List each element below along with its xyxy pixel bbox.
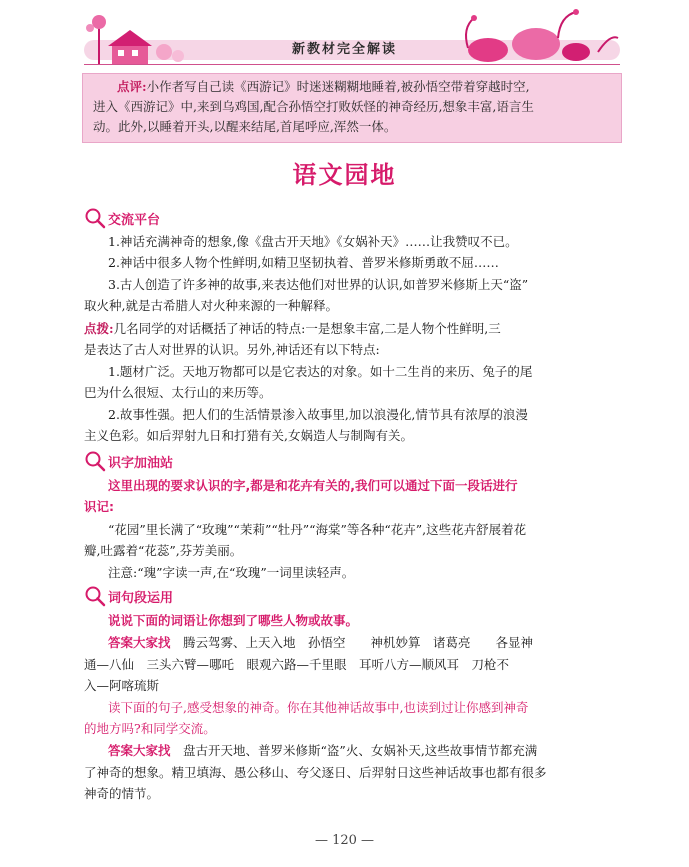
dianbo-line-1: 点拨:几名同学的对话概括了神话的特点:一是想象丰富,二是人物个性鲜明,三: [84, 321, 501, 336]
magnifier-icon: [84, 450, 106, 472]
comment-line-3: 动。此外,以睡着开头,以醒来结尾,首尾呼应,浑然一体。: [93, 119, 397, 134]
ciju-question-2a: 读下面的句子,感受想象的神奇。你在其他神话故事中,也读到过让你感到神奇: [108, 700, 529, 715]
feature-2a: 2.故事性强。把人们的生活情景渗入故事里,加以浪漫化,情节具有浓厚的浪漫: [108, 407, 528, 422]
comment-line-2: 进入《西游记》中,来到乌鸡国,配合孙悟空打败妖怪的神奇经历,想象丰富,语言生: [93, 99, 534, 114]
jiaoliu-line-2: 2.神话中很多人物个性鲜明,如精卫坚韧执着、普罗米修斯勇敢不屈……: [108, 255, 499, 270]
answer-label: 答案大家找: [108, 635, 171, 650]
header-rule: [84, 64, 620, 65]
feature-1b: 巴为什么很短、太行山的来历等。: [84, 385, 272, 400]
shizi-note: 注意:“瑰”字读一声,在“玫瑰”一词里读轻声。: [108, 565, 355, 580]
shizi-question-1: 这里出现的要求认识的字,都是和花卉有关的,我们可以通过下面一段话进行: [108, 478, 518, 493]
feature-1a: 1.题材广泛。天地万物都可以是它表达的对象。如十二生肖的来历、兔子的尾: [108, 364, 533, 379]
shizi-text-1: “花园”里长满了“玫瑰”“茉莉”“牡丹”“海棠”等各种“花卉”,这些花卉舒展着花: [108, 522, 527, 537]
section-heading: 识字加油站: [108, 455, 174, 471]
feature-2b: 主义色彩。如后羿射九日和打猎有关,女娲造人与制陶有关。: [84, 428, 413, 443]
answer-label: 答案大家找: [108, 743, 171, 758]
ciju-answer-3: 入—阿喀琉斯: [84, 678, 160, 693]
section-header-ciju: [84, 585, 173, 607]
section-title: 语文园地: [292, 160, 397, 189]
jiaoliu-line-3a: 3.古人创造了许多神的故事,来表达他们对世界的认识,如普罗米修斯上天“盗”: [108, 277, 529, 292]
dianbo-line-2: 是表达了古人对世界的认识。另外,神话还有以下特点:: [84, 342, 380, 357]
section-header-jiaoliu: [84, 207, 160, 229]
jiaoliu-line-3b: 取火种,就是古希腊人对火种来源的一种解释。: [84, 298, 338, 313]
page-number: — 120 —: [314, 833, 375, 848]
section-heading: 交流平台: [108, 212, 161, 228]
section-heading: 词句段运用: [108, 590, 174, 606]
header-title: 新教材完全解读: [291, 42, 397, 57]
comment-line-1: 点评:小作者写自己读《西游记》时迷迷糊糊地睡着,被孙悟空带着穿越时空,: [117, 79, 530, 94]
ciju-answer-b2: 了神奇的想象。精卫填海、愚公移山、夸父逐日、后羿射日这些神话故事也都有很多: [84, 765, 547, 780]
dianbo-label: 点拨:: [84, 321, 114, 336]
jiaoliu-line-1: 1.神话充满神奇的想象,像《盘古开天地》《女娲补天》……让我赞叹不已。: [108, 234, 518, 249]
ciju-answer-b3: 神奇的情节。: [84, 786, 160, 801]
shizi-question-2: 识记:: [84, 499, 114, 514]
ciju-answer-1: 答案大家找 腾云驾雾、上天入地 孙悟空 神机妙算 诸葛亮 各显神: [108, 635, 534, 650]
ciju-question-2b: 的地方吗?和同学交流。: [84, 721, 216, 736]
ciju-answer-b1: 答案大家找 盘古开天地、普罗米修斯“盗”火、女娲补天,这些故事情节都充满: [108, 743, 538, 758]
comment-box: [82, 73, 622, 143]
ciju-answer-2: 通—八仙 三头六臂—哪吒 眼观六路—千里眼 耳听八方—顺风耳 刀枪不: [84, 657, 510, 672]
ciju-question-1: 说说下面的词语让你想到了哪些人物或故事。: [108, 613, 359, 628]
comment-label: 点评:: [117, 79, 147, 94]
section-header-shizi: [84, 450, 173, 472]
magnifier-icon: [84, 585, 106, 607]
shizi-text-2: 瓣,吐露着“花蕊”,芬芳美丽。: [84, 543, 243, 558]
magnifier-icon: [84, 207, 106, 229]
